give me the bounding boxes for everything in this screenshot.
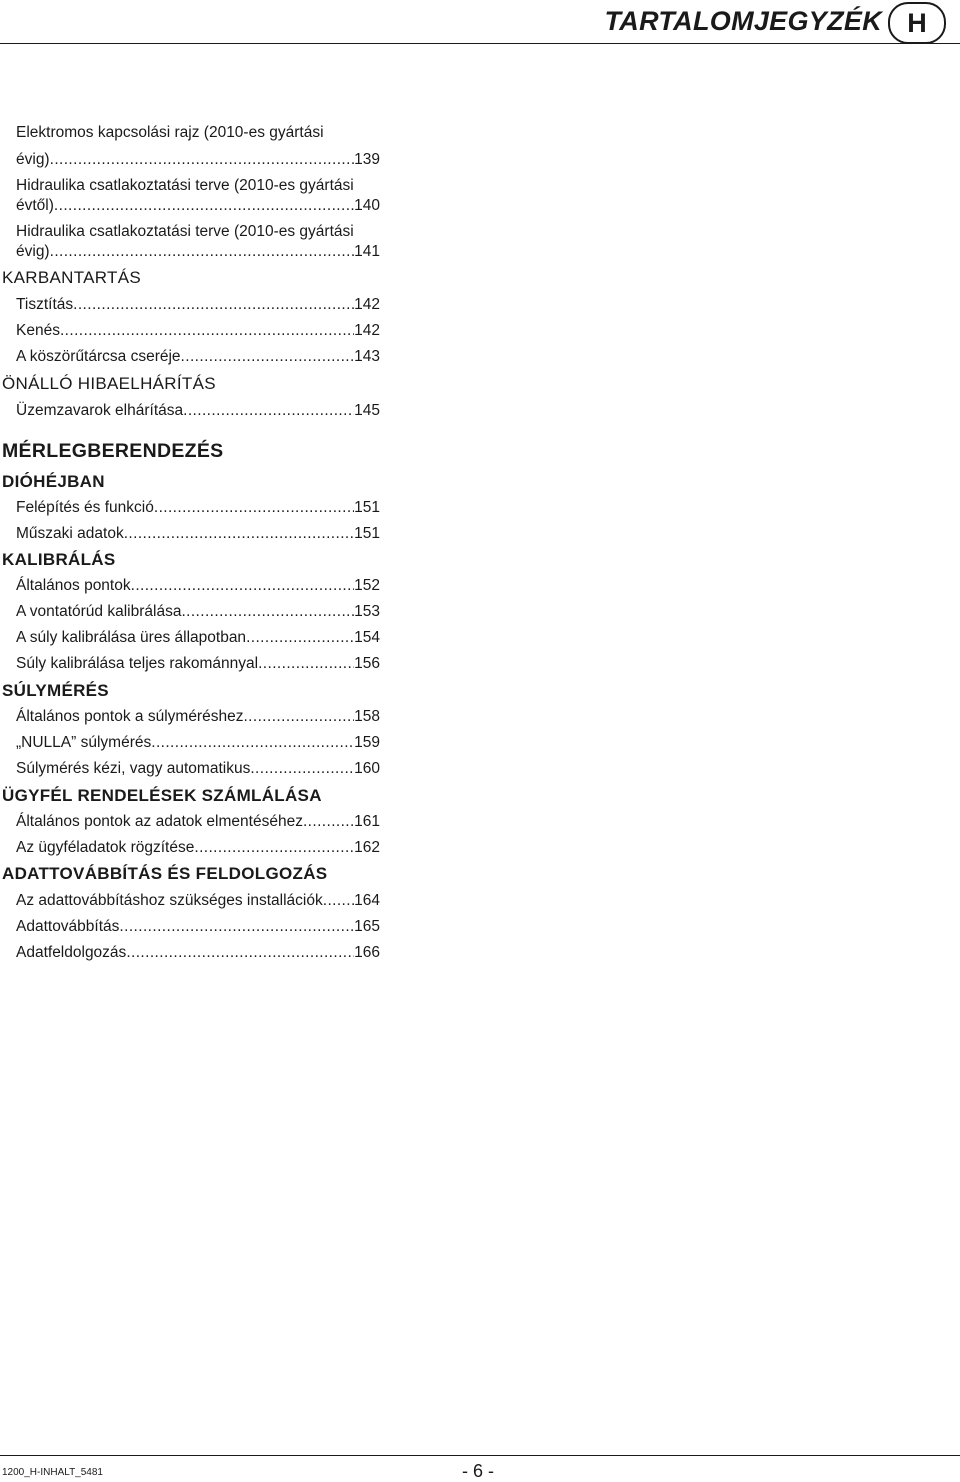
page-number: - 6 - bbox=[462, 1461, 495, 1481]
toc-entry-title: Az ügyféladatok rögzítése bbox=[16, 839, 195, 856]
toc-entry[interactable] bbox=[16, 577, 380, 595]
toc-entry-page: 140 bbox=[354, 197, 380, 214]
document-code: 1200_H-INHALT_5481 bbox=[2, 1467, 103, 1478]
toc-entry-title: Súlymérés kézi, vagy automatikus bbox=[16, 760, 251, 777]
toc-entry-title: A vontatórúd kalibrálása bbox=[16, 603, 182, 620]
section-heading: ÖNÁLLÓ HIBAELHÁRÍTÁS bbox=[2, 374, 216, 393]
toc-entry-text[interactable]: Elektromos kapcsolási rajz (2010-es gyártási bbox=[16, 124, 324, 141]
toc-entry-title: Súly kalibrálása teljes rakománnyal bbox=[16, 655, 259, 672]
toc-entry[interactable] bbox=[16, 525, 380, 543]
toc-entry-page: 161 bbox=[354, 813, 380, 830]
header-divider bbox=[0, 43, 960, 44]
toc-entry-title: Általános pontok a súlyméréshez bbox=[16, 708, 244, 725]
section-heading: KALIBRÁLÁS bbox=[2, 550, 116, 569]
toc-entry-title: Kenés bbox=[16, 322, 60, 339]
toc-entry-title: évig) bbox=[16, 151, 50, 168]
toc-entry-page: 154 bbox=[354, 629, 380, 646]
toc-entry[interactable] bbox=[16, 892, 380, 910]
toc-entry[interactable] bbox=[16, 813, 380, 831]
toc-entry[interactable] bbox=[16, 629, 380, 647]
toc-entry[interactable] bbox=[16, 944, 380, 962]
toc-entry-title: „NULLA” súlymérés bbox=[16, 734, 152, 751]
toc-entry-title: Üzemzavarok elhárítása bbox=[16, 402, 184, 419]
toc-entry-title: Általános pontok az adatok elmentéséhez bbox=[16, 813, 303, 830]
toc-entry-page: 139 bbox=[354, 151, 380, 168]
toc-entry[interactable] bbox=[16, 499, 380, 517]
toc-entry-title: évig) bbox=[16, 243, 50, 260]
toc-entry-page: 159 bbox=[354, 734, 380, 751]
section-heading: ÜGYFÉL RENDELÉSEK SZÁMLÁLÁSA bbox=[2, 786, 322, 805]
toc-entry-page: 152 bbox=[354, 577, 380, 594]
page-title: TARTALOMJEGYZÉK bbox=[604, 6, 882, 36]
toc-entry[interactable] bbox=[16, 296, 380, 314]
chapter-heading: MÉRLEGBERENDEZÉS bbox=[2, 440, 224, 462]
toc-entry-text[interactable]: Hidraulika csatlakoztatási terve (2010-es gyártási bbox=[16, 177, 354, 194]
toc-entry-page: 151 bbox=[354, 499, 380, 516]
toc-entry[interactable] bbox=[16, 734, 380, 752]
toc-entry-page: 142 bbox=[354, 322, 380, 339]
toc-entry[interactable] bbox=[16, 760, 380, 778]
toc-entry-page: 162 bbox=[354, 839, 380, 856]
section-heading: ADATTOVÁBBÍTÁS ÉS FELDOLGOZÁS bbox=[2, 864, 328, 883]
toc-entry-page: 141 bbox=[354, 243, 380, 260]
section-heading: DIÓHÉJBAN bbox=[2, 472, 105, 491]
section-heading: SÚLYMÉRÉS bbox=[2, 681, 109, 700]
toc-entry-title: Műszaki adatok bbox=[16, 525, 124, 542]
toc-entry[interactable] bbox=[16, 402, 380, 420]
toc-entry-title: A súly kalibrálása üres állapotban bbox=[16, 629, 247, 646]
toc-entry[interactable] bbox=[16, 348, 380, 366]
toc-entry-title: Felépítés és funkció bbox=[16, 499, 154, 516]
toc-entry-page: 143 bbox=[354, 348, 380, 365]
toc-entry[interactable] bbox=[16, 322, 380, 340]
toc-entry[interactable] bbox=[16, 197, 380, 215]
toc-entry-page: 160 bbox=[354, 760, 380, 777]
toc-entry-title: Adatfeldolgozás bbox=[16, 944, 127, 961]
toc-entry-page: 145 bbox=[354, 402, 380, 419]
toc-entry[interactable] bbox=[16, 708, 380, 726]
toc-entry-title: Tisztítás bbox=[16, 296, 74, 313]
toc-entry[interactable] bbox=[16, 655, 380, 673]
toc-entry[interactable] bbox=[16, 918, 380, 936]
toc-entry-page: 166 bbox=[354, 944, 380, 961]
toc-entry-title: A köszörűtárcsa cseréje bbox=[16, 348, 181, 365]
toc-entry[interactable] bbox=[16, 243, 380, 261]
section-heading: KARBANTARTÁS bbox=[2, 268, 142, 287]
toc-entry-title: Adattovábbítás bbox=[16, 918, 120, 935]
toc-entry-title: Az adattovábbításhoz szükséges installációk bbox=[16, 892, 323, 909]
toc-entry[interactable] bbox=[16, 151, 380, 169]
footer-divider bbox=[0, 1455, 960, 1456]
toc-entry-text[interactable]: Hidraulika csatlakoztatási terve (2010-es gyártási bbox=[16, 223, 354, 240]
toc-entry-title: Általános pontok bbox=[16, 577, 131, 594]
toc-entry-title: évtől) bbox=[16, 197, 54, 214]
toc-entry[interactable] bbox=[16, 839, 380, 857]
toc-entry-page: 151 bbox=[354, 525, 380, 542]
toc-entry-page: 153 bbox=[354, 603, 380, 620]
toc-entry[interactable] bbox=[16, 603, 380, 621]
toc-entry-page: 156 bbox=[354, 655, 380, 672]
toc-entry-page: 164 bbox=[354, 892, 380, 909]
toc-entry-page: 142 bbox=[354, 296, 380, 313]
toc-entry-page: 165 bbox=[354, 918, 380, 935]
language-badge: H bbox=[888, 2, 946, 44]
toc-entry-page: 158 bbox=[354, 708, 380, 725]
